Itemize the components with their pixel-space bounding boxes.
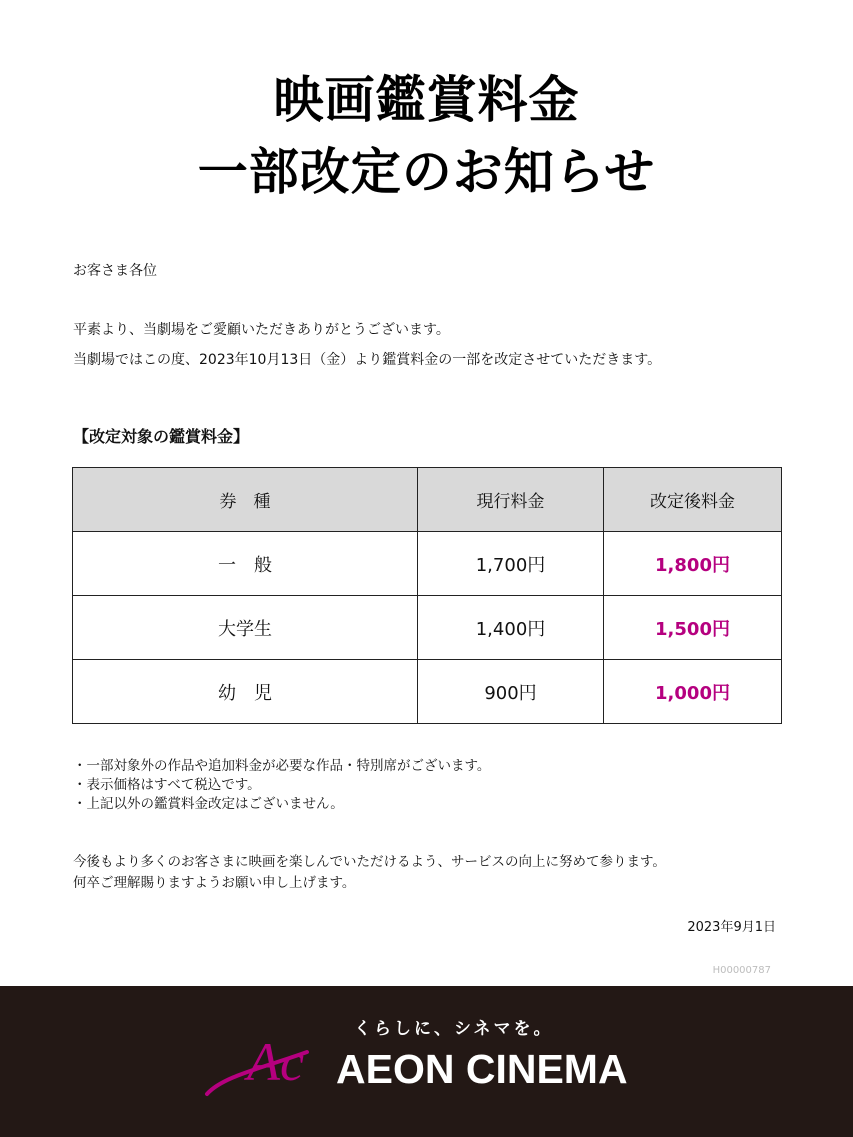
document-code: H00000787 <box>712 965 771 976</box>
note-item: ・表示価格はすべて税込です。 <box>73 777 261 793</box>
header-ticket-type: 券 種 <box>73 468 418 532</box>
footer-tagline: くらしに、シネマを。 <box>354 1019 554 1039</box>
logo-mark-text: Ac <box>247 1032 304 1092</box>
fee-table <box>72 467 782 724</box>
salutation: お客さま各位 <box>73 263 157 279</box>
current-price-cell: 1,700円 <box>418 532 604 596</box>
current-price-cell: 900円 <box>418 660 604 724</box>
ticket-type-cell: 一 般 <box>73 532 418 596</box>
new-price-cell: 1,800円 <box>604 532 782 596</box>
ticket-type-cell: 幼 児 <box>73 660 418 724</box>
closing-text-line1: 今後もより多くのお客さまに映画を楽しんでいただけるよう、サービスの向上に努めて参ります。 <box>73 854 666 870</box>
issue-date: 2023年9月1日 <box>687 920 776 935</box>
page-title-line1: 映画鑑賞料金 <box>273 71 580 129</box>
note-item: ・一部対象外の作品や追加料金が必要な作品・特別席がございます。 <box>73 758 491 774</box>
note-item: ・上記以外の鑑賞料金改定はございません。 <box>73 796 344 812</box>
page-title-line2: 一部改定のお知らせ <box>197 143 656 201</box>
section-title: 【改定対象の鑑賞料金】 <box>73 427 250 446</box>
header-current-price: 現行料金 <box>418 468 604 532</box>
header-new-price: 改定後料金 <box>604 468 782 532</box>
table-row <box>73 596 782 660</box>
body-text-line1: 平素より、当劇場をご愛顧いただきありがとうございます。 <box>73 322 450 338</box>
current-price-cell: 1,400円 <box>418 596 604 660</box>
ticket-type-cell: 大学生 <box>73 596 418 660</box>
closing-text-line2: 何卒ご理解賜りますようお願い申し上げます。 <box>73 875 356 891</box>
table-row <box>73 532 782 596</box>
brand-name: AEON CINEMA <box>336 1046 628 1092</box>
body-text-line2: 当劇場ではこの度、2023年10月13日（金）より鑑賞料金の一部を改定させていただきます。 <box>73 352 662 368</box>
table-header-row <box>73 468 782 532</box>
new-price-cell: 1,000円 <box>604 660 782 724</box>
table-row <box>73 660 782 724</box>
new-price-cell: 1,500円 <box>604 596 782 660</box>
aeon-cinema-logo-icon <box>203 1032 333 1102</box>
